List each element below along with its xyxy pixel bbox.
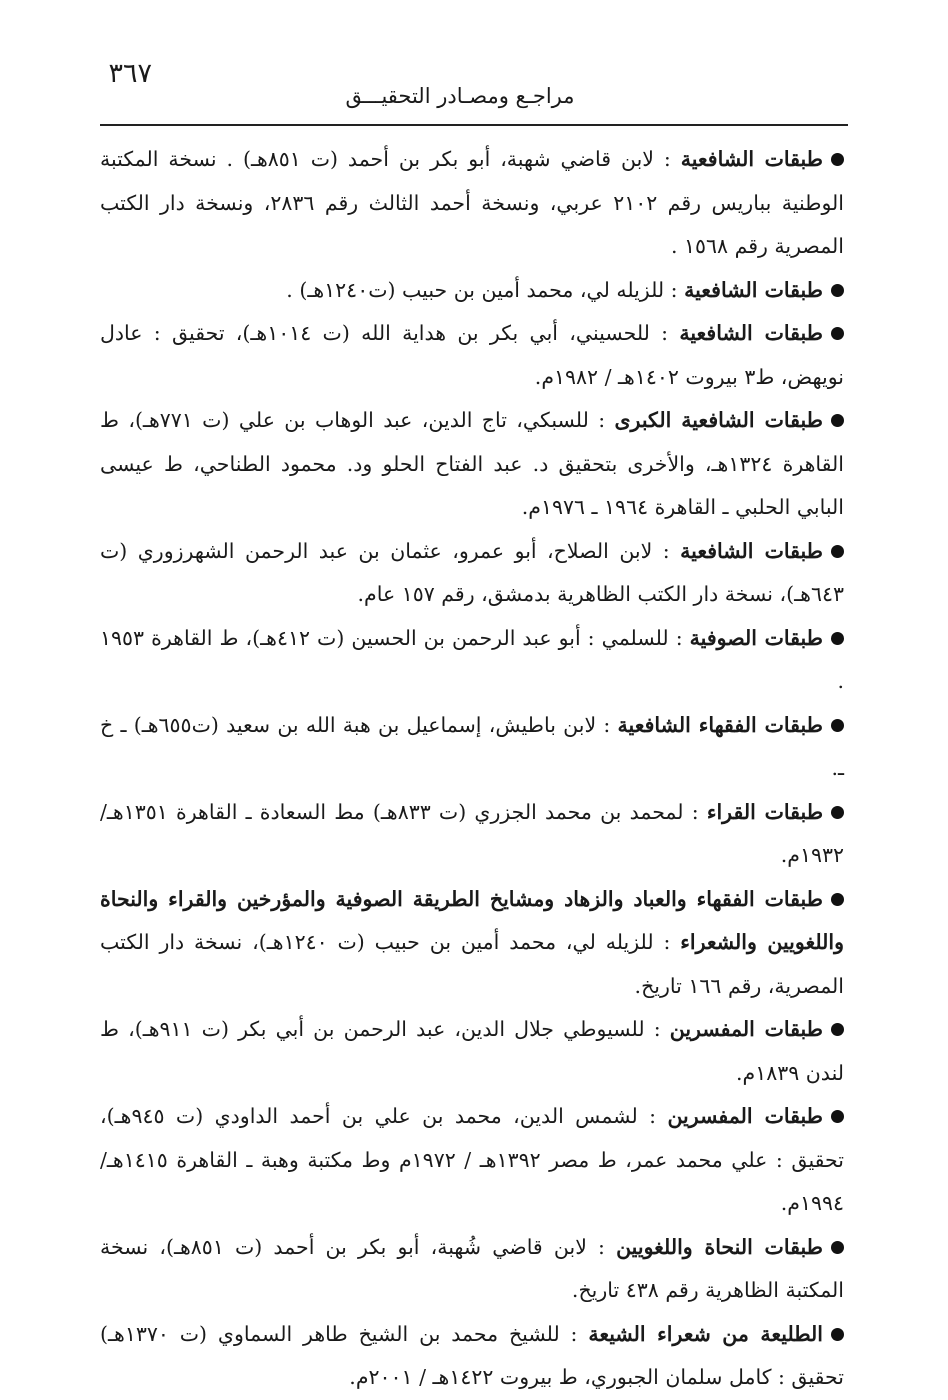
entry-title: طبقات الفقهاء والعباد والزهاد ومشايخ الطريقة الصوفية والمؤرخين والقراء والنحاة واللغويين والشعراء: [100, 886, 844, 954]
entry-text: : لابن باطيش، إسماعيل بن هبة الله بن سعيد (ت٦٥٥هـ) ـ خ ـ.: [100, 712, 844, 780]
entry-text: : لابن قاضي شُهبة، أبو بكر بن أحمد (ت ٨٥١هـ)، نسخة المكتبة الظاهرية رقم ٤٣٨ تاريخ.: [100, 1234, 844, 1302]
bullet-icon: [831, 806, 844, 819]
entry-text: : للسيوطي جلال الدين، عبد الرحمن بن أبي بكر (ت ٩١١هـ)، ط لندن ١٨٣٩م.: [100, 1017, 844, 1085]
bullet-icon: [831, 1023, 844, 1036]
entry-text: : لابن قاضي شهبة، أبو بكر بن أحمد (ت ٨٥١هـ) . نسخة المكتبة الوطنية بباريس رقم ٢١٠٢ عربي، ونسخة أحمد الثالث رقم ٢٨٣٦، ونسخة دار الكتب المصرية رقم ١٥٦٨ .: [100, 147, 844, 258]
entry-title: الطليعة من شعراء الشيعة: [588, 1321, 823, 1346]
entry-title: طبقات القراء: [706, 799, 824, 824]
reference-entry: [100, 1008, 844, 1095]
reference-entry: [100, 1313, 844, 1400]
entry-text: : لشمس الدين، محمد بن علي بن أحمد الداودي (ت ٩٤٥هـ)، تحقيق : علي محمد عمر، ط مصر ١٣٩٢هـ / ١٩٧٢م وط مكتبة وهبة ـ القاهرة ١٤١٥هـ/ ١٩٩٤م.: [100, 1104, 844, 1215]
reference-entry: [100, 1226, 844, 1313]
bullet-icon: [831, 153, 844, 166]
bullet-icon: [831, 545, 844, 558]
entry-title: طبقات المفسرين: [669, 1017, 823, 1041]
entry-text: : للزيله لي، محمد أمين بن حبيب (ت١٢٤٠هـ) .: [286, 277, 685, 302]
reference-entry: [100, 399, 844, 530]
entry-text: : للسلمي : أبو عبد الرحمن بن الحسين (ت ٤١٢هـ)، ط القاهرة ١٩٥٣ .: [100, 625, 844, 693]
bullet-icon: [831, 1328, 844, 1341]
reference-entry: [100, 704, 844, 791]
entry-text: : لمحمد بن محمد الجزري (ت ٨٣٣هـ) مط السعادة ـ القاهرة ١٣٥١هـ/ ١٩٣٢م.: [100, 799, 844, 867]
entry-title: طبقات الشافعية: [679, 321, 823, 345]
page-number: ٣٦٧: [108, 58, 152, 89]
bullet-icon: [831, 284, 844, 297]
reference-list: [100, 138, 844, 1400]
entry-text: : لابن الصلاح، أبو عمرو، عثمان بن عبد الرحمن الشهرزوري (ت ٦٤٣هـ)، نسخة دار الكتب الظاهرية بدمشق، رقم ١٥٧ عام.: [100, 538, 844, 606]
bullet-icon: [831, 1241, 844, 1254]
bullet-icon: [831, 632, 844, 645]
reference-entry: [100, 530, 844, 617]
bullet-icon: [831, 1110, 844, 1123]
entry-text: : للزيله لي، محمد أمين بن حبيب (ت ١٢٤٠هـ)، نسخة دار الكتب المصرية، رقم ١٦٦ تاريخ.: [100, 930, 844, 998]
bullet-icon: [831, 719, 844, 732]
entry-text: : للشيخ محمد بن الشيخ طاهر السماوي (ت ١٣٧٠هـ) تحقيق : كامل سلمان الجبوري، ط بيروت ١٤٢٢هـ / ٢٠٠١م.: [100, 1321, 844, 1389]
running-header: مراجـع ومصـادر التحقيـــق: [345, 84, 575, 108]
reference-entry: [100, 791, 844, 878]
entry-title: طبقات الشافعية: [684, 277, 823, 302]
entry-title: طبقات النحاة واللغويين: [616, 1234, 823, 1259]
entry-text: : للحسيني، أبي بكر بن هداية الله (ت ١٠١٤هـ)، تحقيق : عادل نويهض، ط٣ بيروت ١٤٠٢هـ / ١٩٨٢م.: [100, 321, 844, 389]
entry-title: طبقات الصوفية: [689, 625, 823, 650]
reference-entry: [100, 1095, 844, 1226]
reference-entry: [100, 878, 844, 1009]
entry-title: طبقات الشافعية الكبرى: [614, 408, 823, 432]
bullet-icon: [831, 414, 844, 427]
entry-title: طبقات المفسرين: [667, 1104, 823, 1128]
reference-entry: [100, 617, 844, 704]
header-rule: [100, 124, 848, 126]
reference-entry: [100, 269, 844, 313]
reference-entry: [100, 312, 844, 399]
reference-entry: [100, 138, 844, 269]
entry-text: : للسبكي، تاج الدين، عبد الوهاب بن علي (ت ٧٧١هـ)، ط القاهرة ١٣٢٤هـ، والأخرى بتحقيق د. عبد الفتاح الحلو ود. محمود الطناحي، ط عيسى البابي الحلبي ـ القاهرة ١٩٦٤ ـ ١٩٧٦م.: [100, 408, 844, 519]
bullet-icon: [831, 327, 844, 340]
entry-title: طبقات الشافعية: [680, 147, 823, 171]
entry-title: طبقات الشافعية: [680, 538, 823, 563]
bullet-icon: [831, 893, 844, 906]
entry-title: طبقات الفقهاء الشافعية: [617, 712, 823, 737]
